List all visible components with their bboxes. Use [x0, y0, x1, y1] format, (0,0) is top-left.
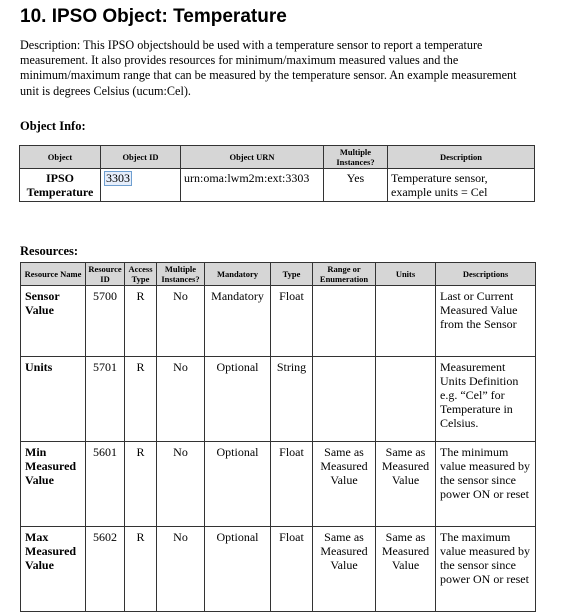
object-info-row	[20, 169, 535, 202]
range-cell: Same as Measured Value	[313, 442, 376, 527]
type-cell: Float	[271, 442, 313, 527]
col-header-multiple-instances: Multiple Instances?	[324, 146, 388, 169]
access-type-cell: R	[125, 286, 157, 357]
range-cell: Same as Measured Value	[313, 527, 376, 612]
resource-name-cell: Sensor Value	[21, 286, 86, 357]
description-cell: Last or Current Measured Value from the Sensor	[436, 286, 536, 357]
object-info-title: Object Info:	[20, 119, 86, 133]
page-heading: 10. IPSO Object: Temperature	[20, 6, 287, 27]
description-cell: Measurement Units Definition e.g. “Cel” for Temperature in Celsius.	[436, 357, 536, 442]
resource-id-cell: 5700	[86, 286, 125, 357]
col-header-descriptions: Descriptions	[436, 263, 536, 286]
resource-name-cell: Max Measured Value	[21, 527, 86, 612]
col-header-object-urn: Object URN	[181, 146, 324, 169]
resource-id-cell: 5602	[86, 527, 125, 612]
col-header-units: Units	[376, 263, 436, 286]
access-type-cell: R	[125, 357, 157, 442]
mandatory-cell: Optional	[205, 442, 271, 527]
resources-table	[20, 262, 536, 612]
mandatory-cell: Optional	[205, 527, 271, 612]
object-description-cell: Temperature sensor, example units = Cel	[388, 169, 535, 202]
table-row	[21, 527, 536, 612]
access-type-cell: R	[125, 527, 157, 612]
mandatory-cell: Mandatory	[205, 286, 271, 357]
description-cell: The minimum value measured by the sensor since power ON or reset	[436, 442, 536, 527]
col-header-access-type: Access Type	[125, 263, 157, 286]
resources-header-row	[21, 263, 536, 286]
object-urn-cell: urn:oma:lwm2m:ext:3303	[181, 169, 324, 202]
table-row	[21, 442, 536, 527]
type-cell: String	[271, 357, 313, 442]
col-header-resource-name: Resource Name	[21, 263, 86, 286]
resource-name-cell: Units	[21, 357, 86, 442]
range-cell	[313, 357, 376, 442]
units-cell	[376, 286, 436, 357]
resource-id-cell: 5601	[86, 442, 125, 527]
access-type-cell: R	[125, 442, 157, 527]
units-cell	[376, 357, 436, 442]
multiple-cell: No	[157, 442, 205, 527]
col-header-resource-id: Resource ID	[86, 263, 125, 286]
col-header-object: Object	[20, 146, 101, 169]
object-id-cell	[101, 169, 181, 202]
type-cell: Float	[271, 286, 313, 357]
object-id-value[interactable]: 3303	[106, 171, 130, 185]
multiple-cell: No	[157, 527, 205, 612]
col-header-type: Type	[271, 263, 313, 286]
col-header-mandatory: Mandatory	[205, 263, 271, 286]
units-cell: Same as Measured Value	[376, 442, 436, 527]
description-cell: The maximum value measured by the sensor since power ON or reset	[436, 527, 536, 612]
range-cell	[313, 286, 376, 357]
col-header-range: Range or Enumeration	[313, 263, 376, 286]
resources-title: Resources:	[20, 244, 79, 258]
mandatory-cell: Optional	[205, 357, 271, 442]
col-header-multiple-instances: Multiple Instances?	[157, 263, 205, 286]
object-info-table	[19, 145, 535, 202]
multiple-cell: No	[157, 286, 205, 357]
col-header-object-id: Object ID	[101, 146, 181, 169]
units-cell: Same as Measured Value	[376, 527, 436, 612]
resource-name-cell: Min Measured Value	[21, 442, 86, 527]
object-multiple-cell: Yes	[324, 169, 388, 202]
resource-id-cell: 5701	[86, 357, 125, 442]
table-row	[21, 286, 536, 357]
type-cell: Float	[271, 527, 313, 612]
multiple-cell: No	[157, 357, 205, 442]
table-row	[21, 357, 536, 442]
object-name-cell: IPSO Temperature	[20, 169, 101, 202]
object-info-header-row	[20, 146, 535, 169]
col-header-description: Description	[388, 146, 535, 169]
object-description: Description: This IPSO objectshould be used with a temperature sensor to report a temperature measurement. It also provides resources for minimum/maximum measured values and the minimum/maximum range that can be measured by the temperature sensor. An example measurement unit is degrees Celsius (ucum:Cel).	[20, 38, 517, 98]
